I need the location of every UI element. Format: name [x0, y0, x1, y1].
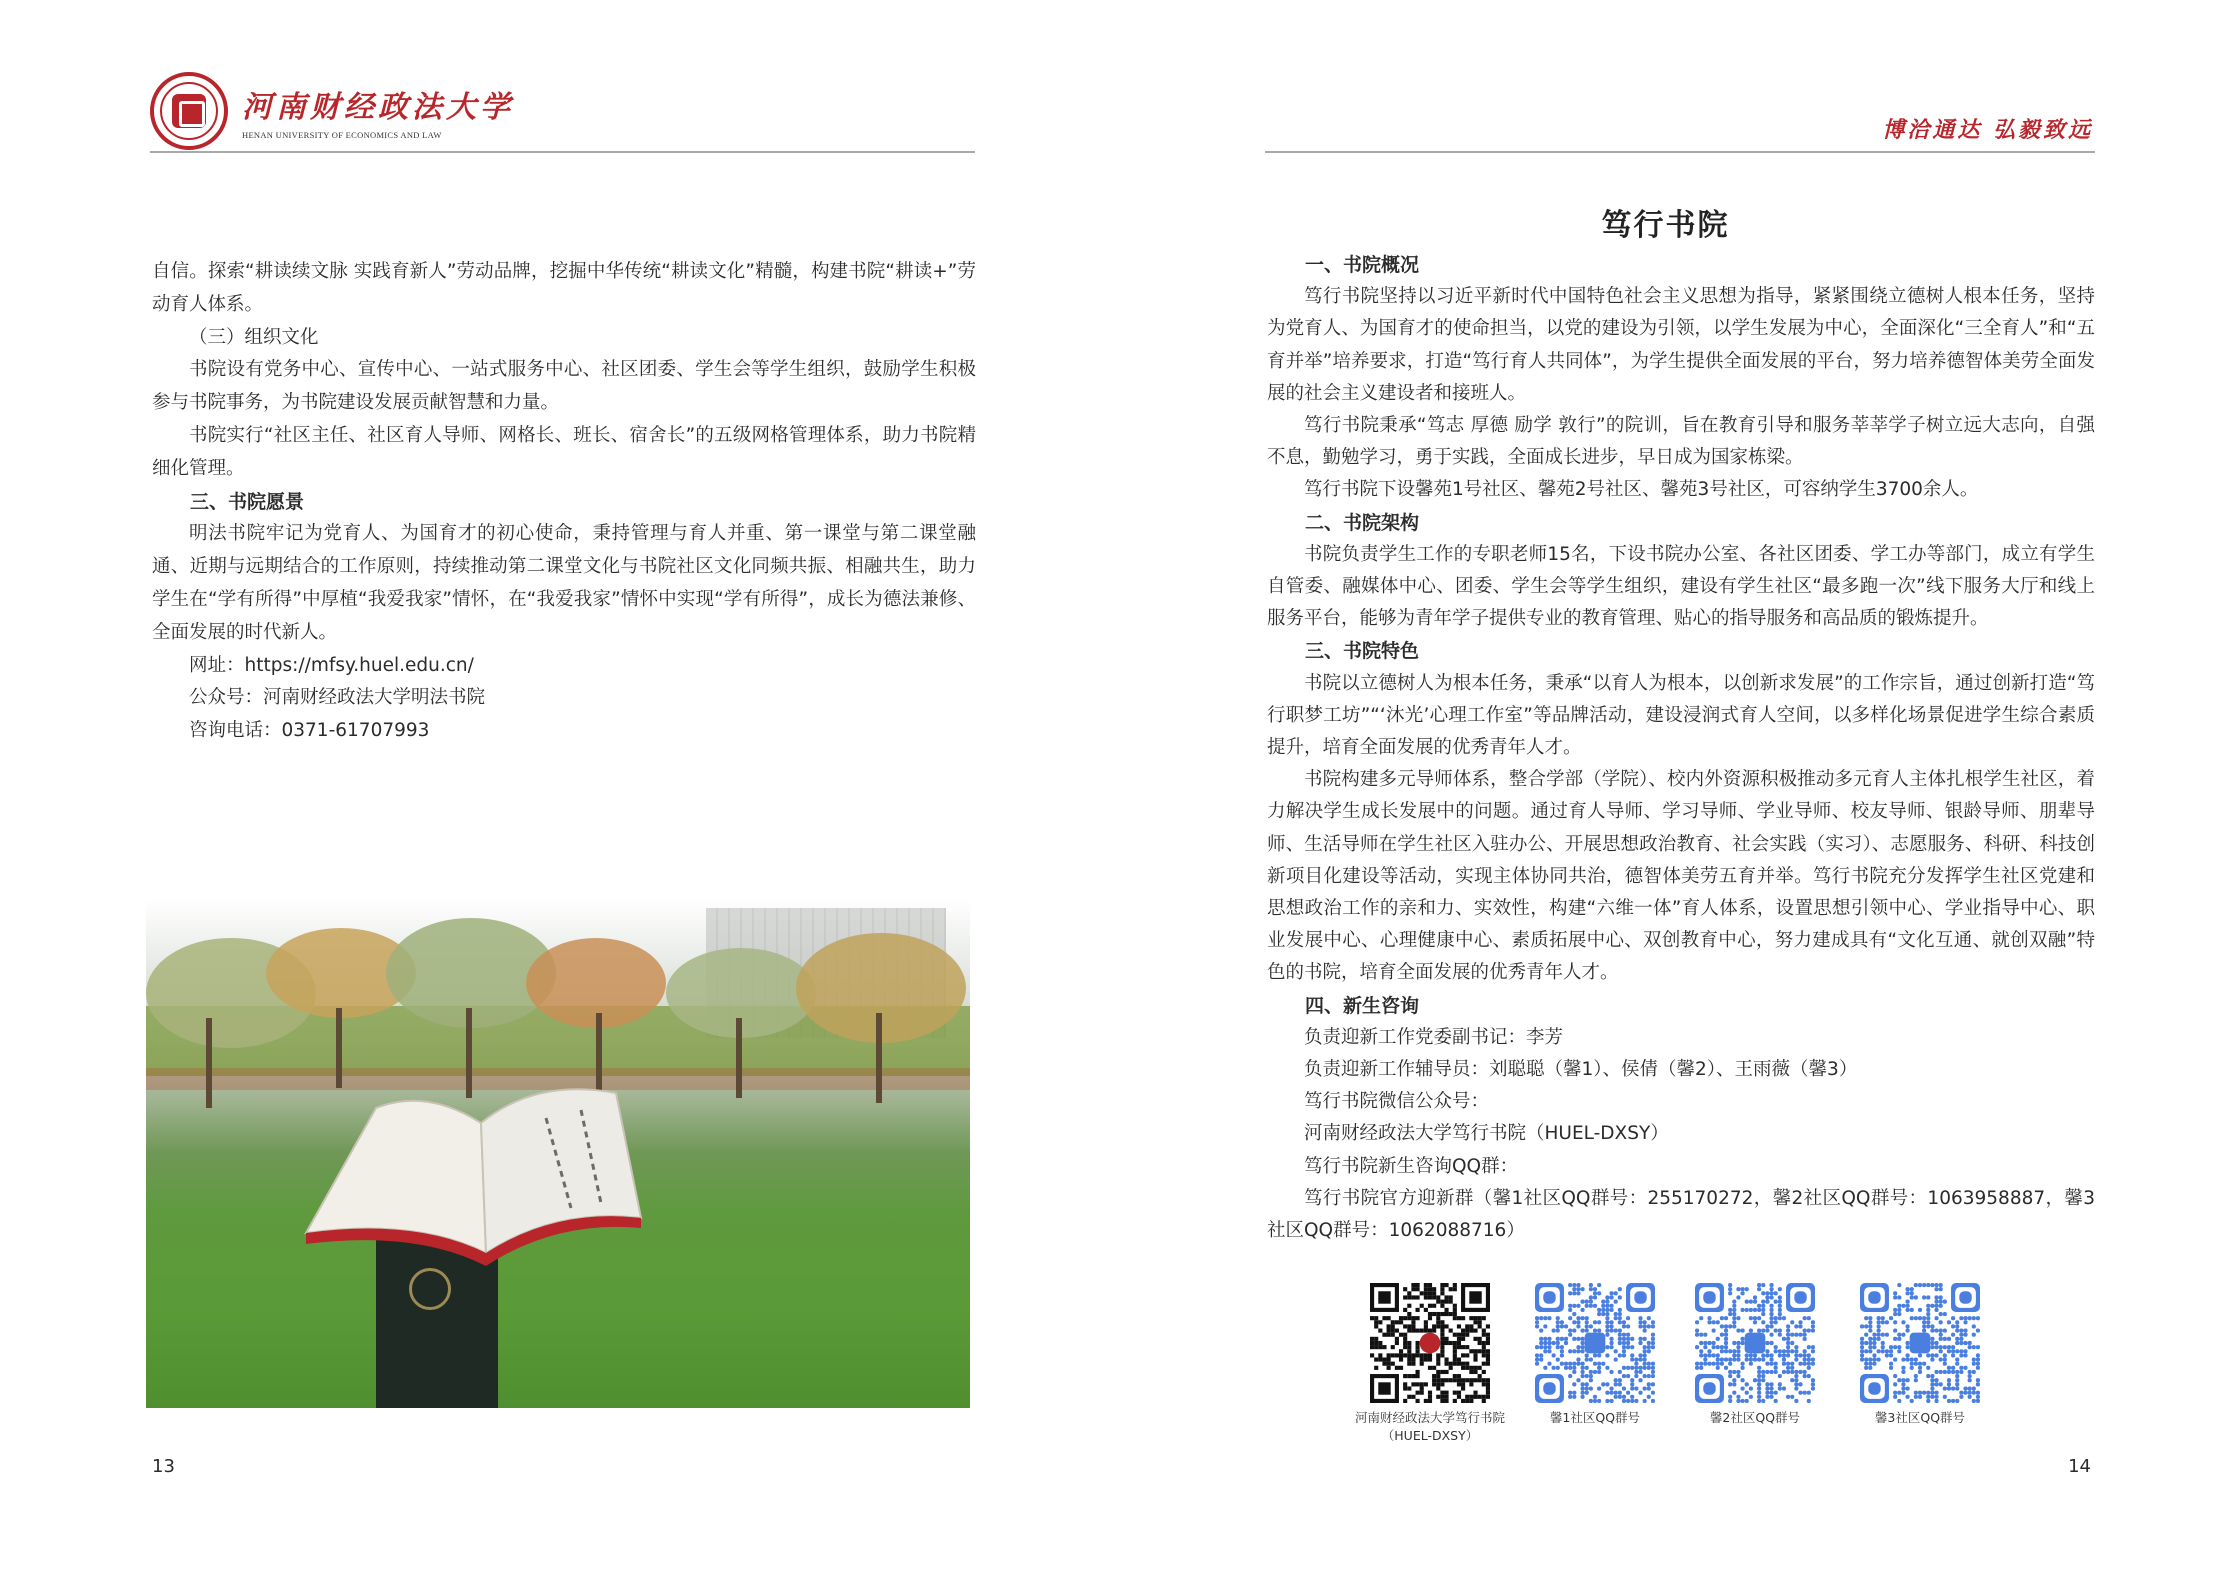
qr-label	[1325, 1409, 1535, 1445]
paragraph: 书院以立德树人为根本任务，秉承“以育人为根本，以创新求发展”的工作宗旨，通过创新打造“笃行职梦工坊”“‘沐光’心理工作室”等品牌活动，建设浸润式育人空间，以多样化场景促进学生综合素质提升，培育全面发展的优秀青年人才。	[1267, 672, 2095, 759]
header-divider	[150, 151, 975, 153]
contact-line: 负责迎新工作党委副书记：李芳	[1304, 1026, 1564, 1048]
campus-book-sculpture-photo	[146, 898, 970, 1408]
qq-group-2-qr-code[interactable]	[1695, 1283, 1815, 1403]
section-heading: 四、新生咨询	[1305, 994, 1420, 1017]
section-heading: 三、书院特色	[1305, 640, 1420, 663]
page-number: 14	[2068, 1456, 2091, 1477]
page-number: 13	[152, 1456, 175, 1477]
paragraph: 笃行书院下设馨苑1号社区、馨苑2号社区、馨苑3号社区，可容纳学生3700余人。	[1304, 479, 1979, 501]
qr-label: 馨3社区QQ群号	[1874, 1410, 1966, 1425]
paragraph: 自信。探索“耕读续文脉 实践育新人”劳动品牌，挖掘中华传统“耕读文化”精髓，构建书院“耕读+”劳动育人体系。	[152, 261, 977, 315]
paragraph: 笃行书院坚持以习近平新时代中国特色社会主义思想为指导，紧紧围绕立德树人根本任务，坚持为党育人、为国育才的使命担当，以党的建设为引领，以学生发展为中心，全面深化“三全育人”和“五育并举”培养要求，打造“笃行育人共同体”，为学生提供全面发展的平台，努力培养德智体美劳全面发展的社会主义建设者和接班人。	[1267, 286, 2095, 404]
paragraph: 明法书院牢记为党育人、为国育才的初心使命，秉持管理与育人并重、第一课堂与第二课堂融通、近期与远期结合的工作原则，持续推动第二课堂文化与书院社区文化同频共振、相融共生，助力学生在“学有所得”中厚植“我爱我家”情怀，在“我爱我家”情怀中实现“学有所得”，成长为德法兼修、全面发展的时代新人。	[152, 523, 976, 643]
page-title: 笃行书院	[1601, 208, 1730, 243]
contact-line: 笃行书院微信公众号：	[1304, 1091, 1490, 1113]
wechat-account-line: 公众号：河南财经政法大学明法书院	[189, 687, 486, 709]
university-name-en: HENAN UNIVERSITY OF ECONOMICS AND LAW	[242, 130, 442, 140]
paragraph: 书院负责学生工作的专职老师15名，下设书院办公室、各社区团委、学工办等部门，成立有学生自管委、融媒体中心、团委、学生会等学生组织，建设有学生社区“最多跑一次”线下服务大厅和线上服务平台，能够为青年学子提供专业的教育管理、贴心的指导服务和高品质的锻炼提升。	[1267, 543, 2095, 630]
paragraph: 书院设有党务中心、宣传中心、一站式服务中心、社区团委、学生会等学生组织，鼓励学生积极参与书院事务，为书院建设发展贡献智慧和力量。	[152, 359, 976, 414]
qr-code-icon	[1535, 1283, 1655, 1403]
paragraph: 笃行书院秉承“笃志 厚德 励学 敦行”的院训，旨在教育引导和服务莘莘学子树立远大志向，自强不息，勤勉学习，勇于实践，全面成长进步，早日成为国家栋梁。	[1267, 415, 2095, 469]
wechat-qr-code[interactable]	[1370, 1283, 1490, 1403]
paragraph: 书院实行“社区主任、社区育人导师、网格长、班长、宿舍长”的五级网格管理体系，助力书院精细化管理。	[152, 424, 976, 479]
university-name-cn: 河南财经政法大学	[242, 90, 514, 125]
section-heading: 一、书院概况	[1305, 254, 1420, 276]
contact-line: 河南财经政法大学笃行书院（HUEL-DXSY）	[1304, 1123, 1669, 1145]
paragraph: 书院构建多元导师体系，整合学部（学院）、校内外资源积极推动多元育人主体扎根学生社区，着力解决学生成长发展中的问题。通过育人导师、学习导师、学业导师、校友导师、银龄导师、朋辈导师、生活导师在学生社区入驻办公、开展思想政治教育、社会实践（实习）、志愿服务、科研、科技创新项目化建设等活动，实现主体协同共治，德智体美劳五育并举。笃行书院充分发挥学生社区党建和思想政治工作的亲和力、实效性，构建“六维一体”育人体系，设置思想引领中心、学业指导中心、职业发展中心、心理健康中心、素质拓展中心、双创教育中心，努力建成具有“文化互通、就创双融”特色的书院，培育全面发展的优秀青年人才。	[1267, 769, 2095, 984]
section-heading: 二、书院架构	[1305, 511, 1420, 534]
qq-group-3-qr-code[interactable]	[1860, 1283, 1980, 1403]
university-motto: 博洽通达 弘毅致远	[1882, 117, 2093, 143]
paragraph: （三）组织文化	[189, 326, 319, 348]
qq-group-1-qr-code[interactable]	[1535, 1283, 1655, 1403]
qr-code-icon	[1860, 1283, 1980, 1403]
website-line: 网址：https://mfsy.huel.edu.cn/	[189, 654, 474, 676]
university-seal-icon	[150, 72, 228, 150]
right-body-text	[1267, 249, 2095, 1247]
contact-line: 笃行书院官方迎新群（馨1社区QQ群号：255170272，馨2社区QQ群号：1063958887，馨3社区QQ群号：1062088716）	[1267, 1187, 2095, 1242]
right-page	[1110, 0, 2221, 1571]
section-heading: 三、书院愿景	[190, 490, 305, 513]
qr-code-icon	[1695, 1283, 1815, 1403]
qr-code-row	[1325, 1283, 2025, 1443]
qr-label: 馨2社区QQ群号	[1709, 1410, 1801, 1425]
contact-line: 负责迎新工作辅导员：刘聪聪（馨1）、侯倩（馨2）、王雨薇（馨3）	[1304, 1059, 1858, 1081]
left-page	[0, 0, 1110, 1571]
qr-code-icon	[1370, 1283, 1490, 1403]
university-logo	[150, 72, 514, 150]
left-body-text	[152, 256, 976, 748]
qr-label-line: 河南财经政法大学笃行书院	[1354, 1410, 1505, 1425]
phone-line: 咨询电话：0371-61707993	[189, 720, 430, 742]
contact-line: 笃行书院新生咨询QQ群：	[1304, 1155, 1519, 1177]
qr-label: 馨1社区QQ群号	[1549, 1410, 1641, 1425]
qr-label-line: （HUEL-DXSY）	[1381, 1428, 1479, 1443]
header-divider	[1265, 151, 2095, 153]
